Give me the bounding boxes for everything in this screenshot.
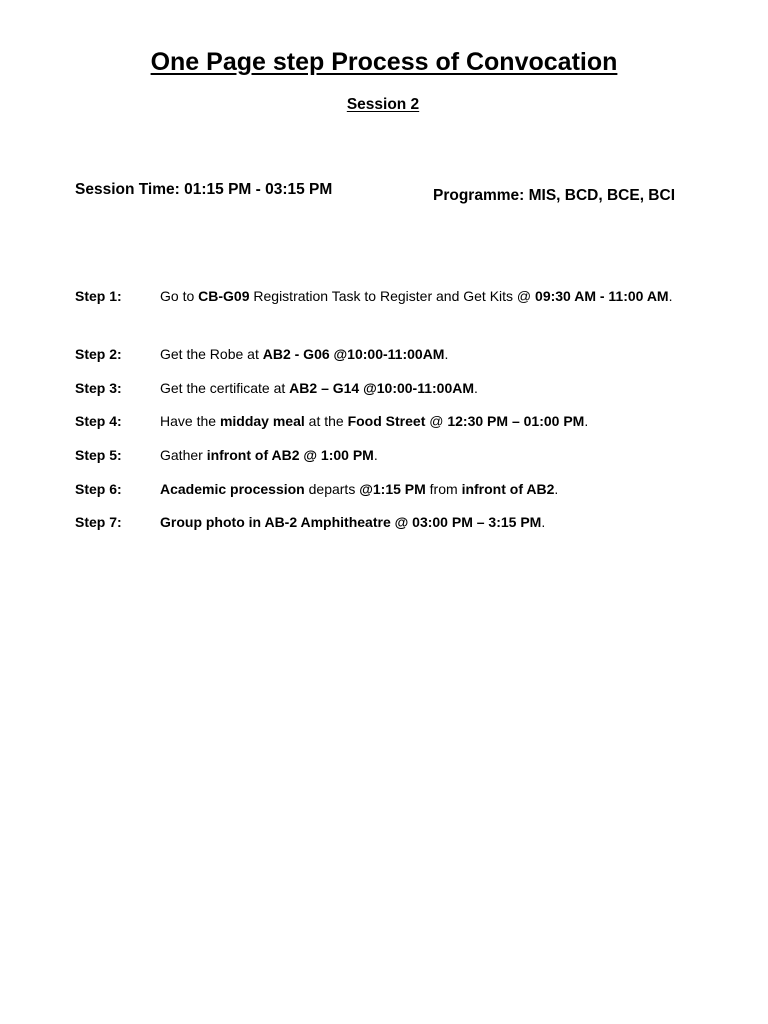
session-heading-text: Session 2 [346,96,420,113]
step-text [160,284,690,308]
step-label: Step 1: [75,288,122,304]
step-text [160,443,690,467]
step-label: Step 6: [75,481,122,497]
step-text [160,477,690,501]
step-text [160,510,690,534]
step-text-run: . [541,514,546,530]
programme-list: Programme: MIS, BCD, BCE, BCI [433,187,676,204]
step-text-emphasis: Group photo in AB-2 Amphitheatre @ 03:00 PM – 3:15 PM [160,514,542,530]
step-label: Step 7: [75,514,122,530]
step-text-run: Registration Task to Register and Get Kits @ [249,288,536,304]
step-label: Step 2: [75,346,122,362]
step-label: Step 3: [75,380,122,396]
step-text-emphasis: CB-G09 [198,288,250,304]
step-text-run: at the [304,413,348,429]
step-text-emphasis: 12:30 PM – 01:00 PM [447,413,585,429]
step-text-run: . [474,380,478,396]
step-text-run: Get the certificate at [160,380,290,396]
session-time: Session Time: 01:15 PM - 03:15 PM [75,181,333,198]
step-text-emphasis: midday meal [219,413,305,429]
step-text [160,342,690,366]
step-text-run: Gather [160,447,207,463]
step-text-emphasis: 09:30 AM - 11:00 AM [535,288,669,304]
step-label: Step 4: [75,413,122,429]
step-text-emphasis: Food Street [347,413,426,429]
step-text-run: . [444,346,449,362]
step-text-run: . [554,481,559,497]
step-text-run: departs [304,481,360,497]
page-title [0,44,768,80]
step-text-run: . [668,288,673,304]
step-text [160,376,690,400]
step-text-run: . [373,447,378,463]
session-heading [0,94,766,116]
step-text-emphasis: @1:15 PM [359,481,426,497]
step-text-run: Go to [160,288,199,304]
step-text-emphasis: Academic procession [160,481,305,497]
step-text-run: @ [425,413,448,429]
step-text-run: Get the Robe at [160,346,263,362]
step-text-emphasis: infront of AB2 [461,481,555,497]
page-title-text: One Page step Process of Convocation [150,48,618,76]
step-text-run: . [584,413,589,429]
step-label: Step 5: [75,447,122,463]
step-text-emphasis: AB2 - G06 @10:00-11:00AM [262,346,445,362]
step-text-emphasis: AB2 – G14 @10:00-11:00AM [289,380,475,396]
step-text-run: Have the [160,413,220,429]
step-text [160,409,690,433]
step-text-emphasis: infront of AB2 @ 1:00 PM [206,447,374,463]
step-text-run: from [425,481,462,497]
